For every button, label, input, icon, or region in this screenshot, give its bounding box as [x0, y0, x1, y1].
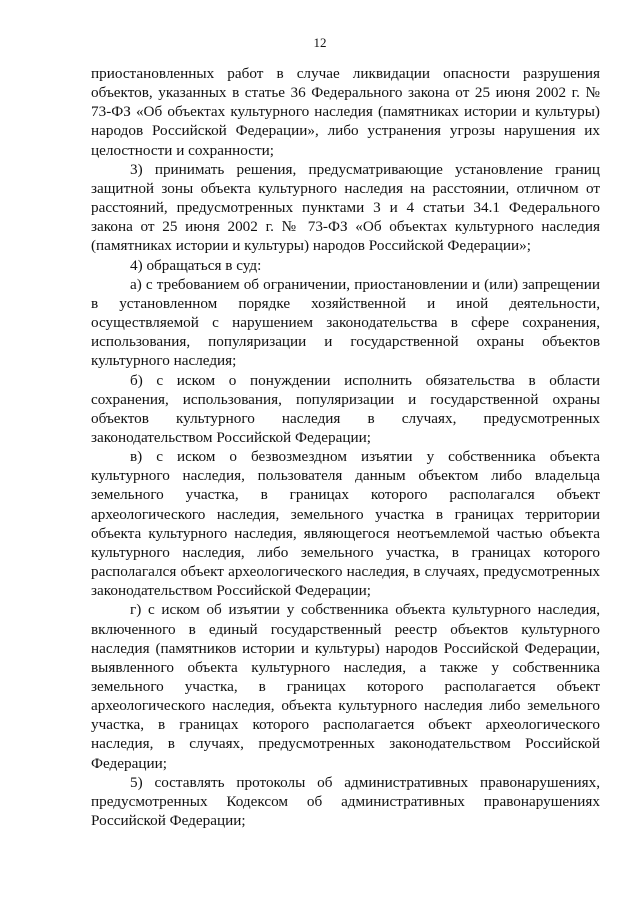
paragraph-subitem-v: в) с иском о безвозмездном изъятии у собственника объекта культурного наследия, пользователя данным объектом либо владельца земельного участка, в границах которого располагался объект археологического наследия, земельного участка в границах территории объекта культурного наследия, являющегося неотъемлемой частью объекта культурного наследия, либо земельного участка, в границах которого располагался объект археологического наследия, в случаях, предусмотренных законодательством Российской Федерации; [91, 448, 600, 600]
paragraph-item-4: 4) обращаться в суд: [130, 256, 262, 274]
paragraph-item-3: 3) принимать решения, предусматривающие установление границ защитной зоны объекта культурного наследия на расстоянии, отличном от расстояний, предусмотренных пунктами 3 и 4 статьи 34.1 Федерального закона от 25 июня 2002 г. № 73-ФЗ «Об объектах культурного наследия (памятниках истории и культуры) народов Российской Федерации»; [91, 160, 600, 255]
paragraph-subitem-g: г) с иском об изъятии у собственника объекта культурного наследия, включенного в единый государственный реестр объектов культурного наследия (памятников истории и культуры) народов Российской Федерации, выявленного объекта культурного наследия, а также у собственника земельного участка, в границах которого располагается объект археологического наследия, объекта культурного наследия либо земельного участка, в границах которого располагается объект археологического наследия, в случаях, предусмотренных законодательством Российской Федерации; [91, 601, 600, 772]
paragraph-subitem-a: а) с требованием об ограничении, приостановлении и (или) запрещении в установленном порядке хозяйственной и иной деятельности, осуществляемой с нарушением законодательства в сфере сохранения, использования, популяризации и государственной охраны объектов культурного наследия; [91, 275, 600, 370]
paragraph-item-5: 5) составлять протоколы об административных правонарушениях, предусмотренных Кодексом об административных правонарушениях Российской Федерации; [91, 773, 600, 830]
paragraph-continuation: приостановленных работ в случае ликвидации опасности разрушения объектов, указанных в статье 36 Федерального закона от 25 июня 2002 г. № 73-ФЗ «Об объектах культурного наследия (памятниках истории и культуры) народов Российской Федерации», либо устранения угрозы нарушения их целостности и сохранности; [91, 65, 600, 159]
page-number: 12 [313, 35, 327, 50]
document-body [91, 64, 600, 830]
paragraph-subitem-b: б) с иском о понуждении исполнить обязательства в области сохранения, использования, популяризации и государственной охраны объектов культурного наследия в случаях, предусмотренных законодательством Российской Федерации; [91, 371, 600, 446]
